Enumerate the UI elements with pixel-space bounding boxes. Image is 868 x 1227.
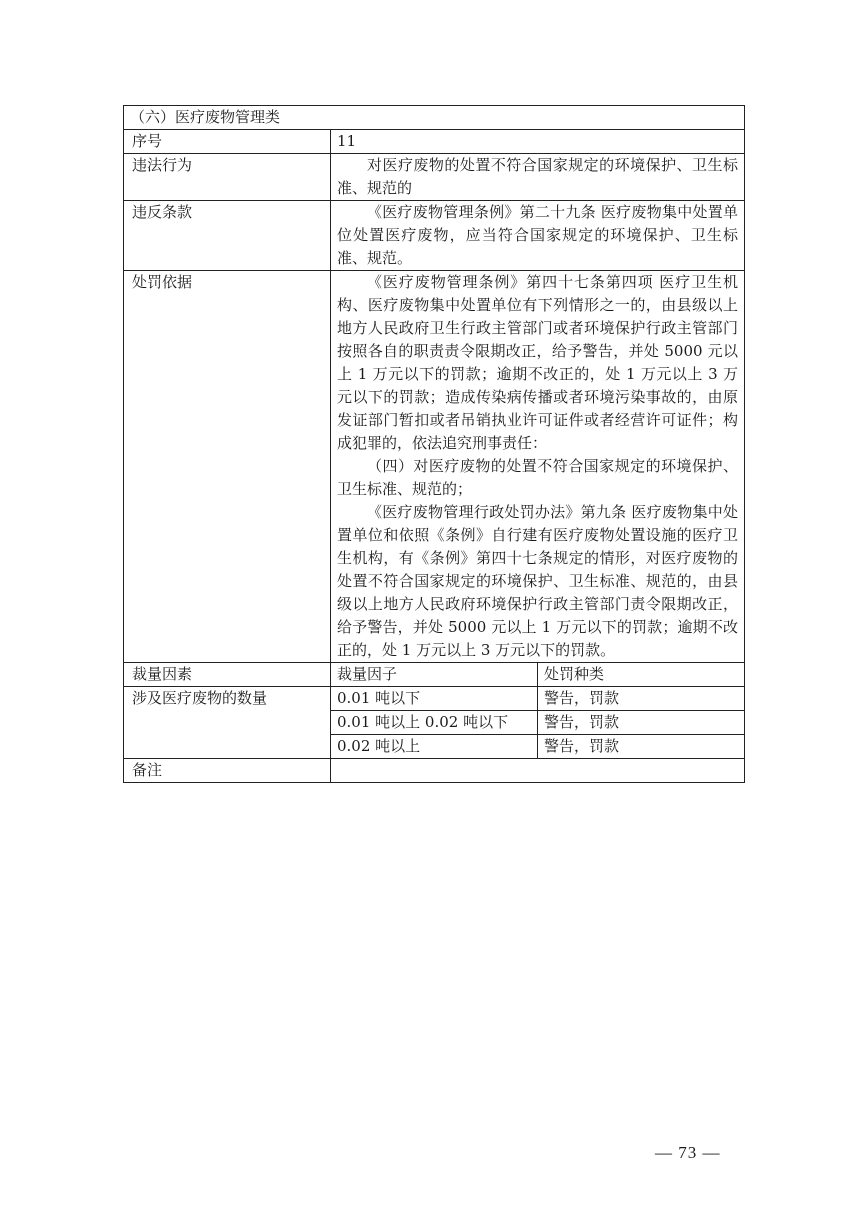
- discretion-factor: 0.02 吨以上: [331, 735, 538, 759]
- remarks-value: [331, 759, 745, 783]
- violated-clause-text: 《医疗废物管理条例》第二十九条 医疗废物集中处置单位处置医疗废物，应当符合国家规定的环境保护、卫生标准、规范。: [337, 203, 738, 267]
- remarks-label: 备注: [124, 759, 331, 783]
- discretion-factor: 0.01 吨以上 0.02 吨以下: [331, 711, 538, 735]
- page-number: — 73 —: [655, 1143, 721, 1162]
- penalty-discretion-table: [123, 105, 745, 783]
- penalty-basis-paragraph: 《医疗废物管理行政处罚办法》第九条 医疗废物集中处置单位和依照《条例》自行建有医疗废物处置设施的医疗卫生机构，有《条例》第四十七条规定的情形，对医疗废物的处置不符合国家规定的环境保护、卫生标准、规范的，由县级以上地方人民政府环境保护行政主管部门责令限期改正，给予警告，并处 5000 元以上 1 万元以下的罚款；逾期不改正的，处 1 万元以上 3 万元以下的罚款。: [337, 503, 738, 659]
- discretion-factor-name: 涉及医疗废物的数量: [124, 687, 331, 759]
- discretion-header-type: 处罚种类: [538, 663, 745, 687]
- penalty-basis-cell: [331, 271, 745, 663]
- penalty-type: 警告，罚款: [538, 711, 745, 735]
- serial-label: 序号: [124, 130, 331, 154]
- violation-text: 对医疗废物的处置不符合国家规定的环境保护、卫生标准、规范的: [337, 156, 738, 197]
- discretion-factor: 0.01 吨以下: [331, 687, 538, 711]
- violated-clause-label: 违反条款: [124, 201, 331, 271]
- penalty-type: 警告，罚款: [538, 687, 745, 711]
- violation-cell: [331, 154, 745, 201]
- violated-clause-cell: [331, 201, 745, 271]
- serial-value: 11: [331, 130, 745, 154]
- discretion-header-factor: 裁量因子: [331, 663, 538, 687]
- table-row: [124, 687, 745, 711]
- penalty-type: 警告，罚款: [538, 735, 745, 759]
- penalty-basis-paragraph: 《医疗废物管理条例》第四十七条第四项 医疗卫生机构、医疗废物集中处置单位有下列情形之一的，由县级以上地方人民政府卫生行政主管部门或者环境保护行政主管部门按照各自的职责责令限期改正，给予警告，并处 5000 元以上 1 万元以下的罚款；逾期不改正的，处 1 万元以上 3 万元以下的罚款；造成传染病传播或者环境污染事故的，由原发证部门暂扣或者吊销执业许可证件或者经营许可证件；构成犯罪的，依法追究刑事责任：: [337, 273, 738, 452]
- violation-label: 违法行为: [124, 154, 331, 201]
- penalty-basis-paragraph: （四）对医疗废物的处置不符合国家规定的环境保护、卫生标准、规范的；: [337, 457, 738, 498]
- discretion-header-label: 裁量因素: [124, 663, 331, 687]
- penalty-basis-label: 处罚依据: [124, 271, 331, 663]
- section-title: （六）医疗废物管理类: [124, 106, 745, 130]
